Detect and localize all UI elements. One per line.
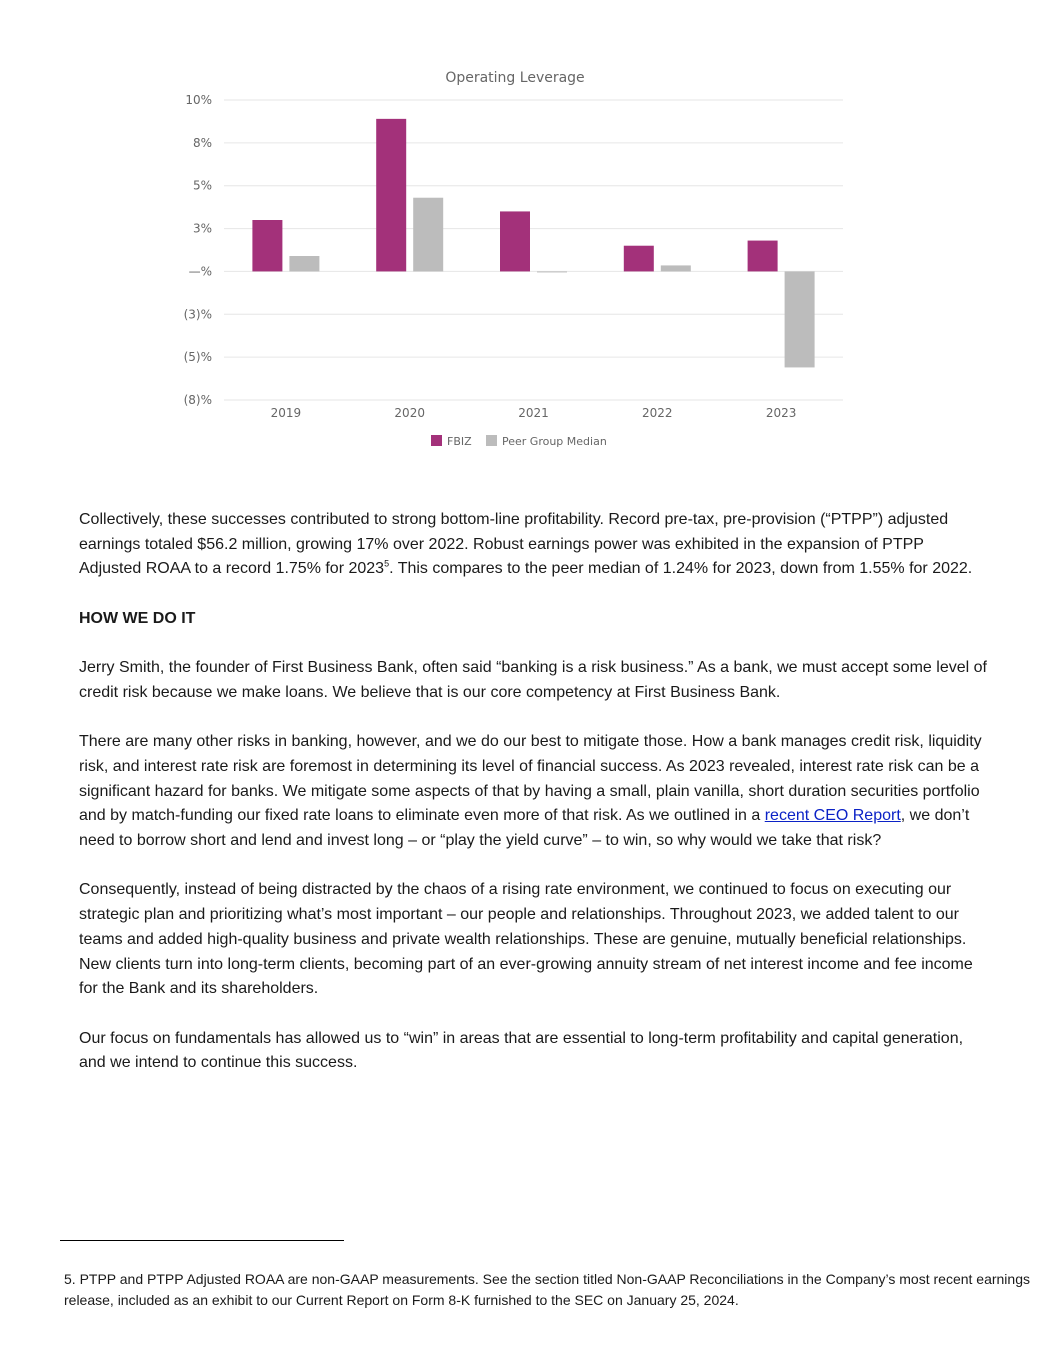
footnote-5: 5. PTPP and PTPP Adjusted ROAA are non-GAAP measurements. See the section titled Non-GAAP Reconciliations in the Company’s most recent earnings release, included as an exhibit to our Current Report on Form 8-K furnished to the SEC on January 25, 2024.: [64, 1271, 1030, 1308]
chart-legend: [431, 435, 607, 448]
x-axis-labels: [271, 406, 797, 420]
paragraph-other-risks: There are many other risks in banking, however, and we do our best to mitigate those. How a bank manages credit risk, liquidity risk, and interest rate risk are foremost in determining its level of financial success. As 2023 revealed, interest rate risk can be a significant hazard for banks. We mitigate some aspects of that by having a small, plain vanilla, short duration securities portfolio and by match-funding our fixed rate loans to eliminate even more of that risk. As we outlined in a recent CEO Report, we don’t need to borrow short and lend and invest long – or “play the yield curve” – to win, so why would we take that risk?: [79, 733, 982, 850]
body-text: [79, 508, 989, 1101]
bar-fbiz-2019: [252, 220, 282, 271]
legend-label: FBIZ: [447, 435, 472, 448]
bar-peer-2021: [537, 271, 567, 272]
x-tick-label: 2022: [642, 406, 673, 420]
footnote-ref[interactable]: 5: [384, 559, 390, 570]
bar-peer-2020: [413, 198, 443, 272]
bar-fbiz-2023: [748, 241, 778, 272]
y-tick-label: —%: [188, 264, 212, 279]
x-tick-label: 2020: [394, 406, 425, 420]
x-tick-label: 2023: [765, 406, 797, 420]
bar-peer-2023: [785, 271, 815, 367]
bar-peer-2022: [661, 265, 691, 271]
operating-leverage-chart: [170, 60, 860, 460]
chart-title: Operating Leverage: [445, 70, 585, 86]
paragraph-profitability: Collectively, these successes contributed to strong bottom-line profitability. Record pre-tax, pre-provision (“PTPP”) adjusted earnings totaled $56.2 million, growing 17% over 2022. Robust earnings power was exhibited in the expansion of PTPP Adjusted ROAA to a record 1.75% for 2023$^5$. This compares to the peer median of 1.24% for 2023, down from 1.55% for 2022.: [79, 511, 973, 578]
paragraph-consequently: Consequently, instead of being distracted by the chaos of a rising rate environment, we continued to focus on executing our strategic plan and prioritizing what’s most important – our people and relationships. Throughout 2023, we added talent to our teams and added high-quality business and private wealth relationships. These are genuine, mutually beneficial relationships. New clients turn into long-term clients, becoming part of an ever-growing annuity stream of net interest income and fee income for the Bank and its shareholders.: [79, 881, 973, 998]
paragraph-risk-business: Jerry Smith, the founder of First Business Bank, often said “banking is a risk business.” As a bank, we must accept some level of credit risk because we make loans. We believe that is our core competency at First Business Bank.: [79, 659, 987, 701]
x-tick-label: 2021: [518, 406, 549, 420]
x-tick-label: 2019: [270, 406, 302, 420]
y-tick-label: 8%: [192, 135, 212, 150]
legend-label: Peer Group Median: [502, 435, 607, 448]
legend-swatch-fbiz: [431, 435, 442, 446]
footnote-divider: [60, 1240, 344, 1241]
paragraph-fundamentals: Our focus on fundamentals has allowed us to “win” in areas that are essential to long-term profitability and capital generation, and we intend to continue this success.: [79, 1029, 964, 1072]
chart-bars: [252, 119, 814, 368]
y-tick-label: (5)%: [183, 350, 212, 365]
y-tick-label: (8)%: [183, 393, 212, 407]
y-tick-label: 10%: [185, 93, 212, 107]
legend-swatch-peer: [486, 435, 497, 446]
y-tick-label: 5%: [192, 178, 212, 193]
y-tick-label: 3%: [192, 221, 212, 236]
bar-fbiz-2022: [624, 246, 654, 272]
bar-fbiz-2021: [500, 211, 530, 271]
y-axis-labels: [184, 93, 212, 407]
bar-fbiz-2020: [376, 119, 406, 272]
section-heading: HOW WE DO IT: [79, 609, 196, 627]
recent-ceo-report-link[interactable]: recent CEO Report: [764, 807, 901, 825]
y-tick-label: (3)%: [183, 307, 212, 322]
bar-peer-2019: [289, 256, 319, 271]
